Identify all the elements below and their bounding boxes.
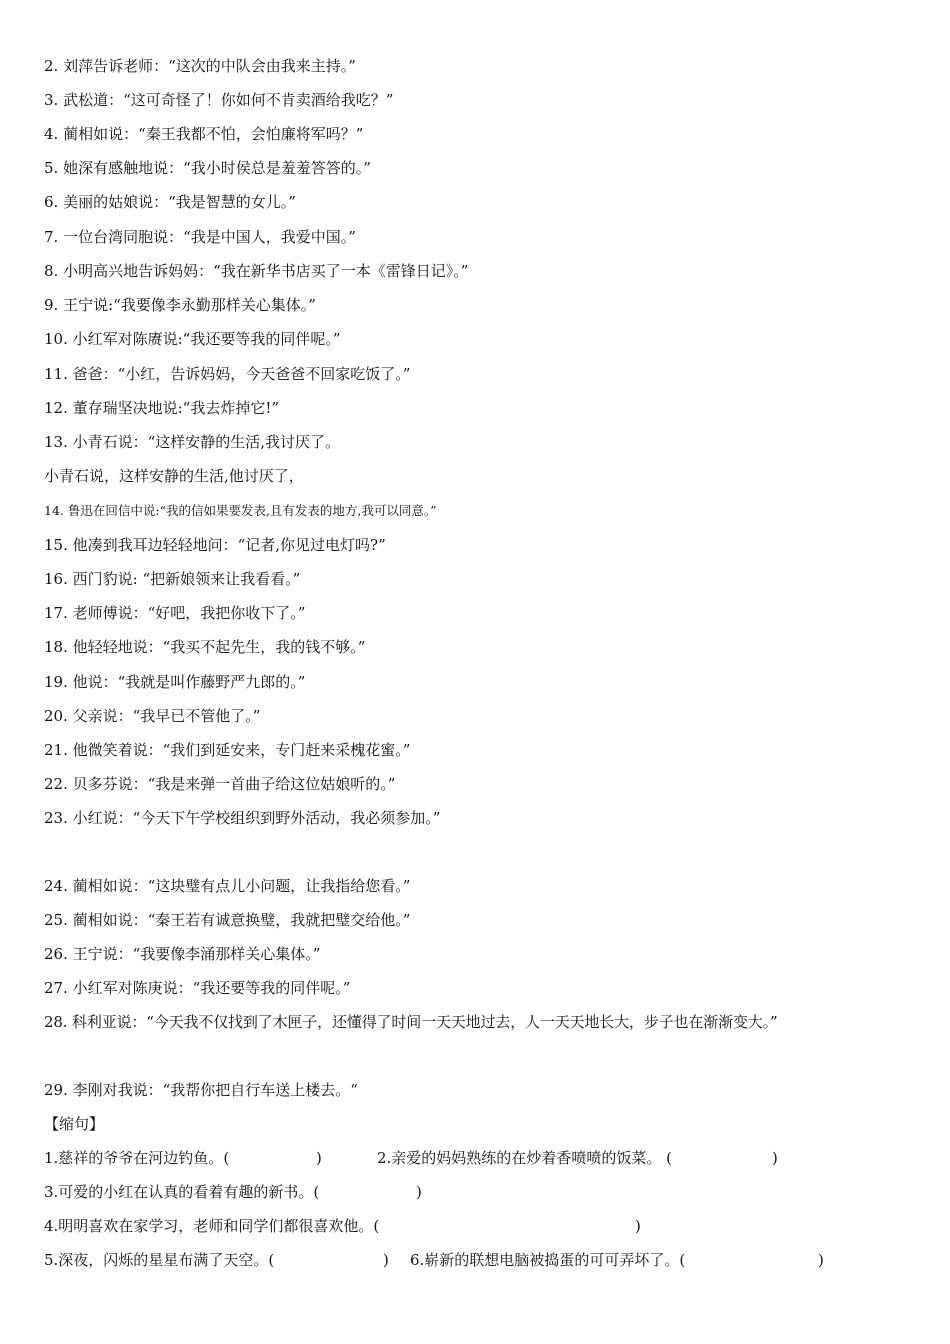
quote-line: 8. 小明高兴地告诉妈妈：“我在新华书店买了一本《雷锋日记》。” [44,262,469,280]
quote-line: 28. 科利亚说：“今天我不仅找到了木匣子，还懂得了时间一天天地过去，人一天天地长大，步子也在渐渐变大。” [44,1013,778,1031]
quote-line: 13. 小青石说：“这样安静的生活,我讨厌了。 [44,433,341,451]
quote-line: 9. 王宁说:“我要像李永勤那样关心集体。” [44,296,316,314]
quote-line: 10. 小红军对陈赓说:“我还要等我的同伴呢。” [44,330,341,348]
quote-line: 16. 西门豹说: “把新娘领来让我看看。” [44,570,301,588]
quote-line: 11. 爸爸：“小红，告诉妈妈，今天爸爸不回家吃饭了。” [44,365,411,383]
quote-line: 23. 小红说：“今天下午学校组织到野外活动，我必须参加。” [44,809,441,827]
quote-line: 20. 父亲说：“我早已不管他了。” [44,707,261,725]
quote-line: 4. 蔺相如说：“秦王我都不怕，会怕廉将军吗？” [44,125,364,143]
answer-blank-close: ) [772,1149,778,1167]
quote-line: 7. 一位台湾同胞说：“我是中国人，我爱中国。” [44,228,356,246]
quote-line: 29. 李刚对我说：“我帮你把自行车送上楼去。“ [44,1081,358,1099]
exercise-1: 1.慈祥的爷爷在河边钓鱼。( [44,1149,230,1167]
quote-line: 24. 蔺相如说：“这块璧有点儿小问题，让我指给您看。” [44,877,411,895]
quote-line: 12. 董存瑞坚决地说:“我去炸掉它!” [44,399,280,417]
quote-line: 14. 鲁迅在回信中说:“我的信如果要发表,且有发表的地方,我可以同意。” [44,503,437,518]
quote-line: 21. 他微笑着说：“我们到延安来，专门赶来采槐花蜜。” [44,741,411,759]
exercise-3: 3.可爱的小红在认真的看着有趣的新书。( [44,1183,320,1201]
exercise-4: 4.明明喜欢在家学习，老师和同学们都很喜欢他。( [44,1217,380,1235]
quote-line: 22. 贝多芬说：“我是来弹一首曲子给这位姑娘听的。” [44,775,396,793]
quote-line: 2. 刘萍告诉老师：“这次的中队会由我来主持。” [44,57,356,75]
answer-blank-close: ) [383,1251,389,1269]
exercise-5: 5.深夜，闪烁的星星布满了天空。( [44,1251,275,1269]
quote-line: 6. 美丽的姑娘说：“我是智慧的女儿。” [44,193,296,211]
quote-line: 19. 他说：“我就是叫作藤野严九郎的。” [44,673,306,691]
quote-line: 3. 武松道：“这可奇怪了！你如何不肯卖酒给我吃？” [44,91,394,109]
quote-line: 27. 小红军对陈庚说：“我还要等我的同伴呢。” [44,979,351,997]
quote-line: 15. 他凑到我耳边轻轻地问：“记者,你见过电灯吗?” [44,536,386,554]
section-title: 【缩句】 [44,1115,105,1133]
quote-line: 5. 她深有感触地说：“我小时侯总是羞羞答答的。” [44,159,371,177]
quote-line: 17. 老师傅说：“好吧，我把你收下了。” [44,604,306,622]
quote-line: 25. 蔺相如说：“秦王若有诚意换璧，我就把璧交给他。” [44,911,411,929]
exercise-2: 2.亲爱的妈妈熟练的在炒着香喷喷的饭菜。 ( [377,1149,672,1167]
answer-blank-close: ) [818,1251,824,1269]
answer-blank-close: ) [416,1183,422,1201]
quote-line: 26. 王宁说：“我要像李涌那样关心集体。” [44,945,321,963]
quote-line: 18. 他轻轻地说：“我买不起先生，我的钱不够。” [44,638,366,656]
answer-blank-close: ) [316,1149,322,1167]
exercise-6: 6.崭新的联想电脑被捣蛋的可可弄坏了。( [410,1251,686,1269]
answer-blank-close: ) [635,1217,641,1235]
indirect-speech-line: 小青石说，这样安静的生活,他讨厌了， [44,467,304,485]
